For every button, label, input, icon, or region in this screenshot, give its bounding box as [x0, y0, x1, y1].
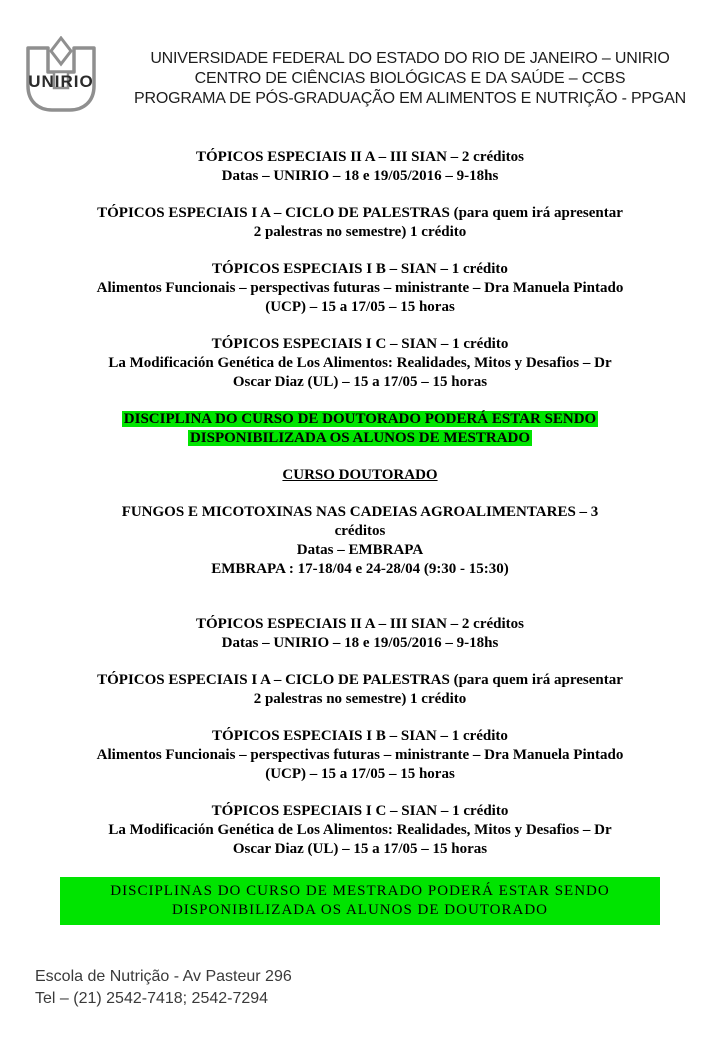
notice-line: DISPONIBILIZADA OS ALUNOS DE DOUTORADO — [171, 902, 549, 918]
section-heading-block — [60, 466, 660, 485]
header-line-3: PROGRAMA DE PÓS-GRADUAÇÃO EM ALIMENTOS E NUTRIÇÃO - PPGAN — [134, 89, 686, 107]
course-block — [60, 335, 660, 392]
course-line: Oscar Diaz (UL) – 15 a 17/05 – 15 horas — [232, 841, 488, 857]
highlighted-notice — [60, 410, 660, 448]
header-line-1: UNIVERSIDADE FEDERAL DO ESTADO DO RIO DE JANEIRO – UNIRIO — [150, 49, 670, 67]
course-block — [60, 204, 660, 242]
course-block — [60, 148, 660, 186]
green-notice-box — [60, 877, 660, 925]
course-block — [60, 727, 660, 784]
section-heading: CURSO DOUTORADO — [282, 467, 438, 483]
unirio-logo-text: UNIRIO — [28, 72, 94, 91]
course-line: Alimentos Funcionais – perspectivas futuras – ministrante – Dra Manuela Pintado — [96, 747, 624, 763]
unirio-logo — [14, 36, 108, 121]
course-block — [60, 671, 660, 709]
course-line: 2 palestras no semestre) 1 crédito — [253, 224, 467, 240]
header — [14, 36, 708, 121]
course-line: TÓPICOS ESPECIAIS I A – CICLO DE PALESTRAS (para quem irá apresentar — [97, 672, 623, 688]
course-block — [60, 260, 660, 317]
course-block — [60, 503, 660, 579]
line-wrap — [60, 410, 660, 429]
course-line: Datas – EMBRAPA — [296, 542, 424, 558]
highlight-line: DISPONIBILIZADA OS ALUNOS DE MESTRADO — [189, 430, 531, 446]
course-line: TÓPICOS ESPECIAIS II A – III SIAN – 2 créditos — [196, 616, 524, 632]
course-line: (UCP) – 15 a 17/05 – 15 horas — [265, 766, 455, 782]
course-block — [60, 802, 660, 859]
course-line: La Modificación Genética de Los Alimentos: Realidades, Mitos y Desafios – Dr — [108, 822, 612, 838]
content — [0, 148, 720, 925]
notice-line: DISCIPLINAS DO CURSO DE MESTRADO PODERÁ ESTAR SENDO — [110, 883, 610, 899]
footer — [35, 966, 292, 1010]
footer-phone-line: Tel – (21) 2542-7418; 2542-7294 — [35, 990, 269, 1007]
line-wrap — [60, 429, 660, 448]
course-line: La Modificación Genética de Los Alimentos: Realidades, Mitos y Desafios – Dr — [108, 355, 612, 371]
unirio-logo-graphic — [14, 36, 108, 116]
highlight-line: DISCIPLINA DO CURSO DE DOUTORADO PODERÁ ESTAR SENDO — [123, 411, 597, 427]
course-line: TÓPICOS ESPECIAIS I B – SIAN – 1 crédito — [212, 728, 508, 744]
course-line: TÓPICOS ESPECIAIS I C – SIAN – 1 crédito — [211, 336, 509, 352]
course-line: 2 palestras no semestre) 1 crédito — [253, 691, 467, 707]
course-line: créditos — [334, 523, 386, 539]
course-line: EMBRAPA : 17-18/04 e 24-28/04 (9:30 - 15:30) — [211, 561, 509, 577]
course-line: TÓPICOS ESPECIAIS II A – III SIAN – 2 créditos — [196, 149, 524, 165]
course-line: Datas – UNIRIO – 18 e 19/05/2016 – 9-18hs — [221, 168, 499, 184]
header-line-2: CENTRO DE CIÊNCIAS BIOLÓGICAS E DA SAÚDE – CCBS — [194, 69, 626, 87]
course-line: TÓPICOS ESPECIAIS I B – SIAN – 1 crédito — [212, 261, 508, 277]
course-line: TÓPICOS ESPECIAIS I A – CICLO DE PALESTRAS (para quem irá apresentar — [97, 205, 623, 221]
course-line: (UCP) – 15 a 17/05 – 15 horas — [265, 299, 455, 315]
course-line: TÓPICOS ESPECIAIS I C – SIAN – 1 crédito — [211, 803, 509, 819]
line-wrap — [60, 466, 660, 485]
course-line: Datas – UNIRIO – 18 e 19/05/2016 – 9-18hs — [221, 635, 499, 651]
header-text — [112, 49, 708, 109]
course-line: Alimentos Funcionais – perspectivas futuras – ministrante – Dra Manuela Pintado — [96, 280, 624, 296]
course-line: FUNGOS E MICOTOXINAS NAS CADEIAS AGROALIMENTARES – 3 — [121, 504, 599, 520]
course-line: Oscar Diaz (UL) – 15 a 17/05 – 15 horas — [232, 374, 488, 390]
course-block — [60, 615, 660, 653]
footer-address-line: Escola de Nutrição - Av Pasteur 296 — [35, 968, 292, 985]
